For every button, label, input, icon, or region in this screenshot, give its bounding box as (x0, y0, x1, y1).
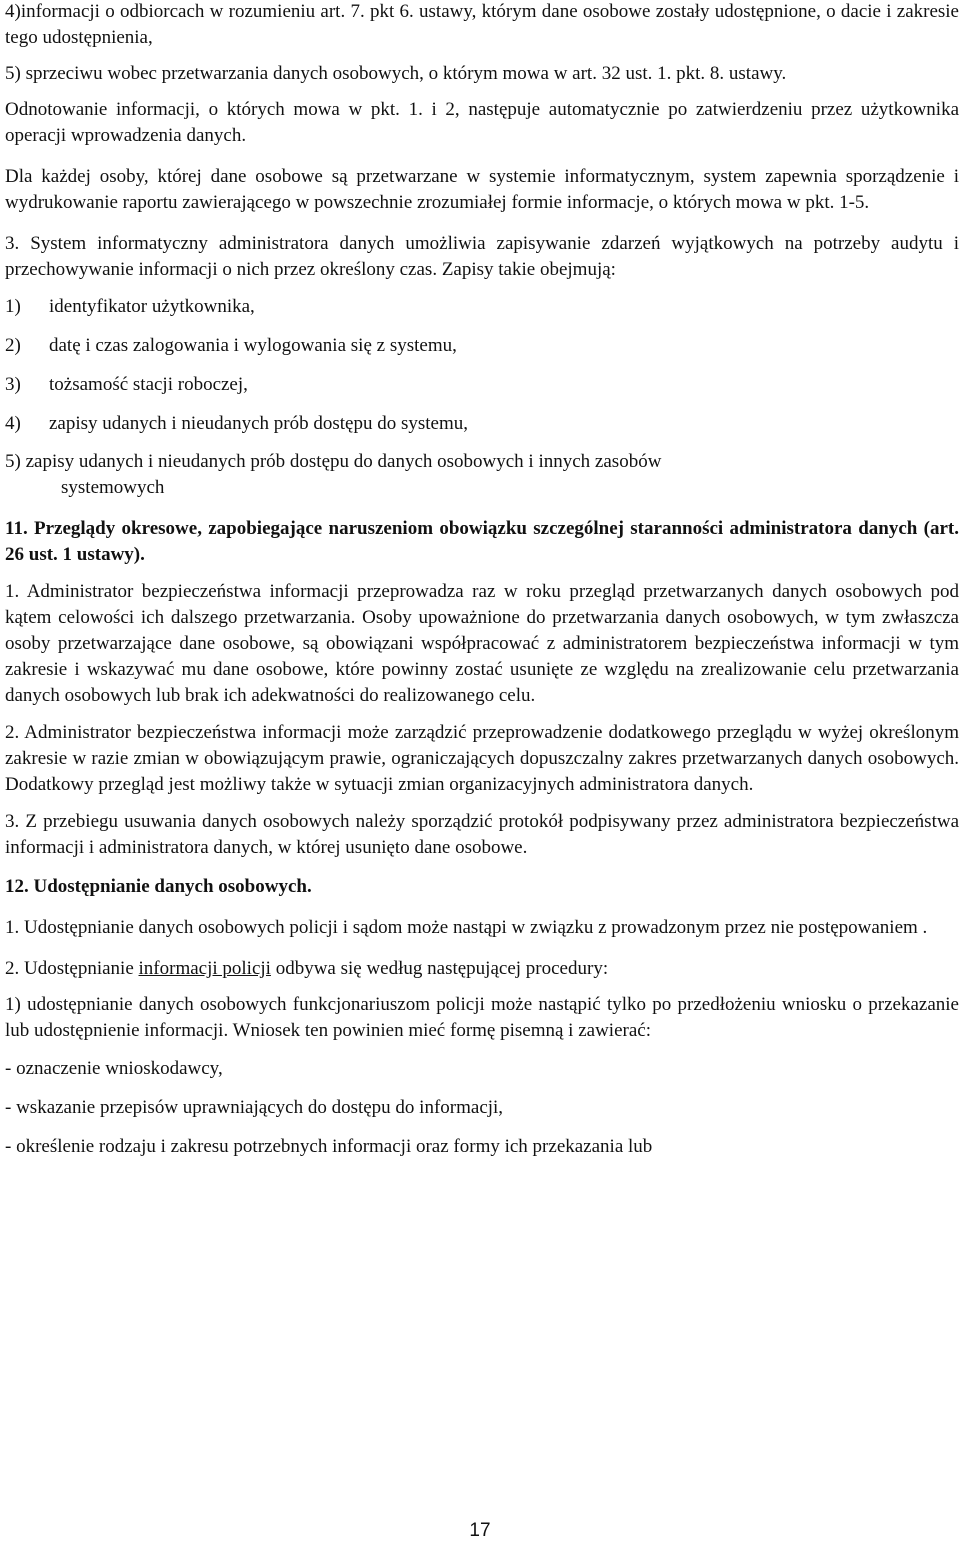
paragraph-item-4: 4)informacji o odbiorcach w rozumieniu art. 7. pkt 6. ustawy, którym dane osobowe zostały udostępnione, o dacie i zakresie tego udostępnienia, (5, 1, 959, 48)
list-item: 5) zapisy udanych i nieudanych prób dostępu do danych osobowych i innych zasobów systemowych (5, 451, 662, 498)
section-12-heading: 12. Udostępnianie danych osobowych. (5, 876, 312, 897)
section-11-paragraph-1: 1. Administrator bezpieczeństwa informacji przeprowadza raz w roku przegląd przetwarzanych danych osobowych pod kątem celowości ich dalszego przetwarzania. Osoby upoważnione do przetwarzania danych osobowych, w tym zwłaszcza osoby przetwarzające dane osobowe, są obowiązani współpracować z administratorem bezpieczeństwa informacji w tym zakresie i wskazywać mu dane osobowe, które powinny zostać usunięte ze względu na zrealizowanie celu przetwarzania danych osobowych lub brak ich adekwatności do realizowanego celu. (5, 581, 959, 706)
list-item: 1) identyfikator użytkownika, (5, 296, 255, 317)
list-zapisy (5, 294, 959, 501)
paragraph-point-3: 3. System informatyczny administratora danych umożliwia zapisywanie zdarzeń wyjątkowych na potrzeby audytu i przechowywanie informacji o nich przez określony czas. Zapisy takie obejmują: (5, 233, 959, 280)
document-page (5, 0, 959, 1160)
section-12-paragraph-3: 1) udostępnianie danych osobowych funkcjonariuszom policji może nastąpić tylko po przedłożeniu wniosku o przekazanie lub udostępnienie informacji. Wniosek ten powinien mieć formę pisemną i zawierać: (5, 994, 959, 1041)
section-12-paragraph-2: 2. Udostępnianie informacji policji odbywa się według następującej procedury: (5, 958, 609, 979)
page-number: 17 (469, 1520, 491, 1541)
list-item: 4) zapisy udanych i nieudanych prób dostępu do systemu, (5, 413, 468, 434)
list-item: 3) tożsamość stacji roboczej, (5, 374, 248, 395)
informacji-policji-link[interactable]: informacji policji (138, 958, 271, 979)
section-12-paragraph-1: 1. Udostępnianie danych osobowych policji i sądom może nastąpi w związku z prowadzonym przez nie postępowaniem . (5, 917, 928, 938)
section-11-paragraph-3: 3. Z przebiegu usuwania danych osobowych należy sporządzić protokół podpisywany przez administratora bezpieczeństwa informacji i administratora danych, w której usunięto dane osobowe. (5, 811, 959, 858)
paragraph-dla-kazdej: Dla każdej osoby, której dane osobowe są przetwarzane w systemie informatycznym, system zapewnia sporządzenie i wydrukowanie raportu zawierającego w powszechnie zrozumiałej formie informacje, o których mowa w pkt. 1-5. (5, 166, 959, 213)
paragraph-odnotowanie: Odnotowanie informacji, o których mowa w pkt. 1. i 2, następuje automatycznie po zatwierdzeniu przez użytkownika operacji wprowadzenia danych. (5, 99, 959, 146)
section-11-heading: 11. Przeglądy okresowe, zapobiegające naruszeniom obowiązku szczególnej staranności administratora danych (art. 26 ust. 1 ustawy). (5, 518, 959, 565)
dash-item: - określenie rodzaju i zakresu potrzebnych informacji oraz formy ich przekazania lub (5, 1136, 653, 1157)
dash-item: - oznaczenie wnioskodawcy, (5, 1058, 223, 1079)
paragraph-item-5: 5) sprzeciwu wobec przetwarzania danych osobowych, o którym mowa w art. 32 ust. 1. pkt. 8. ustawy. (5, 63, 787, 84)
section-11-paragraph-2: 2. Administrator bezpieczeństwa informacji może zarządzić przeprowadzenie dodatkowego przeglądu w wyżej określonym zakresie w razie zmian w obowiązującym prawie, ograniczających dopuszczalny zakres przetwarzanych danych osobowych. Dodatkowy przegląd jest możliwy także w sytuacji zmian organizacyjnych administratora danych. (5, 722, 959, 795)
dash-item: - wskazanie przepisów uprawniających do dostępu do informacji, (5, 1097, 504, 1118)
list-item: 2) datę i czas zalogowania i wylogowania się z systemu, (5, 335, 457, 356)
